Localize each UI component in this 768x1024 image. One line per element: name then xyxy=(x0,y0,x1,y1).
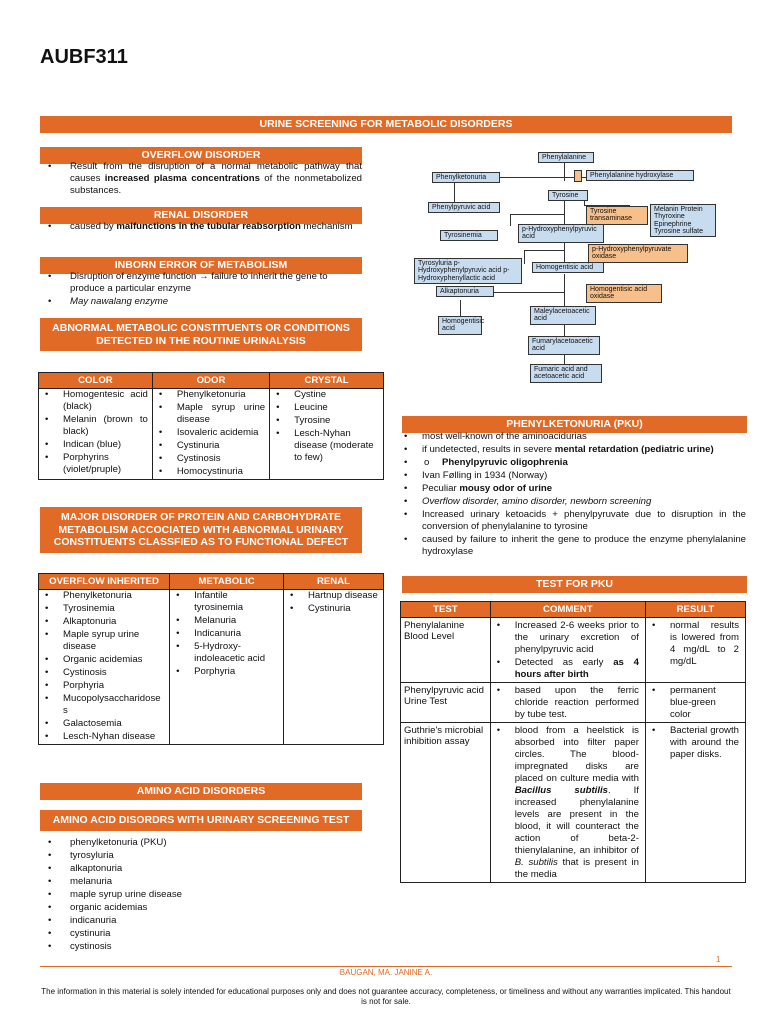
abnormal-title: ABNORMAL METABOLIC CONSTITUENTS OR CONDITIONS DETECTED IN THE ROUTINE URINALYSIS xyxy=(40,318,362,351)
list-item: • Cystinosis xyxy=(153,453,265,465)
renal-item: • caused by malfunctions in the tubular reabsorption mechanism xyxy=(40,221,362,233)
crystal-list xyxy=(270,389,383,464)
footer-disclaimer: The information in this material is solely intended for educational purposes only and does not guarantee accuracy, completeness, or timeliness and without any warranties implicated. This handout is not for sale. xyxy=(41,987,731,1006)
diagram-hga-oxidase: Homogentisic acid oxidase xyxy=(586,284,662,303)
diagram-p-hpp-oxidase: p-Hydroxyphenylpyruvate oxidase xyxy=(588,244,688,263)
footer-divider xyxy=(40,966,732,967)
list-item: • Melanin (brown to black) xyxy=(39,414,148,438)
diagram-phenylpyruvic: Phenylpyruvic acid xyxy=(428,202,500,213)
inborn-list xyxy=(40,271,362,309)
list-item: • Increased urinary ketoacids + phenylpyruvate due to disruption in the conversion of phenylalanine to tyrosine xyxy=(398,509,746,533)
diagram-homogentisic-2: Homogentisic acid xyxy=(438,316,482,335)
list-item: • Peculiar mousy odor of urine xyxy=(398,483,746,495)
list-item: • melanuria xyxy=(40,876,362,888)
list-item: • 5-Hydroxy-indoleacetic acid xyxy=(170,641,279,665)
test-pku-table xyxy=(400,601,746,883)
diagram-p-hppa: p-Hydroxyphenylpyruvic acid xyxy=(518,224,604,243)
diagram-phenylalanine: Phenylalanine xyxy=(538,152,594,163)
list-item: • Homocystinuria xyxy=(153,466,265,478)
footer-author: BAUGAN, MA. JANINE A. xyxy=(339,968,433,977)
test-name: Guthrie's microbial inhibition assay xyxy=(401,723,491,883)
list-item: • Porphyria xyxy=(170,666,279,678)
list-item: • Overflow disorder, amino disorder, newborn screening xyxy=(398,496,746,508)
diagram-fumaric: Fumaric acid and acetoacetic acid xyxy=(530,364,602,383)
list-item: • Organic acidemias xyxy=(39,654,165,666)
list-item: • maple syrup urine disease xyxy=(40,889,362,901)
list-item: • based upon the ferric chloride reaction performed by tube test. xyxy=(491,685,639,721)
list-item: • Infantile tyrosinemia xyxy=(170,590,279,614)
inborn-title: INBORN ERROR OF METABOLISM xyxy=(40,257,362,274)
amino-list xyxy=(40,837,362,954)
col-header: COMMENT xyxy=(490,602,645,618)
phenylalanine-pathway-diagram xyxy=(414,150,720,384)
overflow-inherited-list xyxy=(39,590,169,743)
list-item: • tyrosyluria xyxy=(40,850,362,862)
col-header: RENAL xyxy=(283,574,383,590)
metabolic-list xyxy=(170,590,283,678)
col-header: ODOR xyxy=(152,373,269,389)
table-row xyxy=(401,683,746,723)
list-item: • Homogentesic acid (black) xyxy=(39,389,148,413)
diagram-pku: Phenylketonuria xyxy=(432,172,500,183)
list-item: • Indicanuria xyxy=(170,628,279,640)
diagram-maleylacetoacetic: Maleylacetoacetic acid xyxy=(530,306,596,325)
list-item: • organic acidemias xyxy=(40,902,362,914)
list-item: • Cystinuria xyxy=(284,603,379,615)
list-item: • caused by failure to inherit the gene to produce the enzyme phenylalanine hydroxylase xyxy=(398,534,746,558)
list-item: • Bacterial growth with around the paper disks. xyxy=(646,725,739,761)
diagram-tyr-transaminase: Tyrosine transaminase xyxy=(586,206,648,225)
main-title: URINE SCREENING FOR METABOLIC DISORDERS xyxy=(40,116,732,133)
list-item: • Maple syrup urine disease xyxy=(153,402,265,426)
diagram-fumarylacetoacetic: Fumarylacetoacetic acid xyxy=(528,336,600,355)
test-name: Phenylalanine Blood Level xyxy=(401,618,491,683)
page-number: 1 xyxy=(716,955,721,964)
list-item: • blood from a heelstick is absorbed into filter paper circles. The blood-impregnated disks are placed on culture media with Bacillus subtilis. If increased phenylalanine levels are present in the blood, it will counteract the action of beta-2-thienylalanine, an inhibitor of B. subtilis that is present in the media xyxy=(491,725,639,881)
odor-list xyxy=(153,389,269,478)
major-table xyxy=(38,573,384,745)
renal-list xyxy=(284,590,383,615)
list-item: • if undetected, results in severe mental retardation (pediatric urine) xyxy=(398,444,746,456)
overflow-item: • Result from the disruption of a normal metabolic pathway that causes increased plasma concentrations of the nonmetabolized substances. xyxy=(40,161,362,197)
list-item: • cystinuria xyxy=(40,928,362,940)
list-item: • Cystinuria xyxy=(153,440,265,452)
amino-subtitle: AMINO ACID DISORDRS WITH URINARY SCREENING TEST xyxy=(40,810,362,831)
col-header: RESULT xyxy=(645,602,745,618)
list-item: • Galactosemia xyxy=(39,718,165,730)
list-item: • indicanuria xyxy=(40,915,362,927)
list-item: • Maple syrup urine disease xyxy=(39,629,165,653)
inborn-item: • Disruption of enzyme function → failure to inherit the gene to produce a particular enzyme xyxy=(40,271,362,295)
diagram-melanin-list: Melanin Protein Thyroxine Epinephrine Tyrosine sulfate xyxy=(650,204,716,237)
inborn-item: • May nawalang enzyme xyxy=(40,296,362,308)
list-item: • alkaptonuria xyxy=(40,863,362,875)
diagram-phe-hydroxylase: Phenylalanine hydroxylase xyxy=(586,170,694,181)
list-item: • Mucopolysaccharidoses xyxy=(39,693,165,717)
list-item: • Isovaleric acidemia xyxy=(153,427,265,439)
renal-title: RENAL DISORDER xyxy=(40,207,362,224)
diagram-alkaptonuria: Alkaptonuria xyxy=(436,286,494,297)
list-item: • Phenylketonuria xyxy=(153,389,265,401)
diagram-marker xyxy=(574,170,582,182)
list-item: • Alkaptonuria xyxy=(39,616,165,628)
list-item: • cystinosis xyxy=(40,941,362,953)
course-code: AUBF311 xyxy=(40,46,128,68)
list-item: • Lesch-Nyhan disease (moderate to few) xyxy=(270,428,379,464)
list-item: • Cystinosis xyxy=(39,667,165,679)
amino-title: AMINO ACID DISORDERS xyxy=(40,783,362,800)
list-subitem: • o Phenylpyruvic oligophrenia xyxy=(398,457,746,469)
list-item: • Porphyrins (violet/pruple) xyxy=(39,452,148,476)
list-item: • phenylketonuria (PKU) xyxy=(40,837,362,849)
pku-list xyxy=(398,431,746,559)
list-item: • Increased 2-6 weeks prior to the urinary excretion of phenylpyruvic acid xyxy=(491,620,639,656)
diagram-tyrosyluria: Tyrosyluria p-Hydroxyphenylpyruvic acid p-Hydroxyphenyllactic acid xyxy=(414,258,522,284)
table-row xyxy=(401,723,746,883)
list-item: • most well-known of the aminoacidurias xyxy=(398,431,746,443)
test-pku-title: TEST FOR PKU xyxy=(402,576,747,593)
col-header: METABOLIC xyxy=(170,574,284,590)
diagram-homogentisic: Homogentisic acid xyxy=(532,262,604,273)
list-item: • Cystine xyxy=(270,389,379,401)
abnormal-table xyxy=(38,372,384,480)
list-item: • permanent blue-green color xyxy=(646,685,739,721)
renal-list xyxy=(40,221,362,234)
list-item: • normal results is lowered from 4 mg/dL to 2 mg/dL xyxy=(646,620,739,668)
list-item: • Porphyria xyxy=(39,680,165,692)
table-row xyxy=(401,618,746,683)
test-name: Phenylpyruvic acid Urine Test xyxy=(401,683,491,723)
major-title: MAJOR DISORDER OF PROTEIN AND CARBOHYDRATE METABOLISM ACCOCIATED WITH ABNORMAL URINARY CONSTITUENTS CLASSFIED AS TO FUNCTIONAL DEFECT xyxy=(40,507,362,553)
list-item: • Lesch-Nyhan disease xyxy=(39,731,165,743)
color-list xyxy=(39,389,152,476)
overflow-list xyxy=(40,161,362,198)
diagram-tyrosinemia: Tyrosinemia xyxy=(440,230,498,241)
list-item: • Detected as early as 4 hours after birth xyxy=(491,657,639,681)
list-item: • Melanuria xyxy=(170,615,279,627)
col-header: COLOR xyxy=(39,373,153,389)
list-item: • Hartnup disease xyxy=(284,590,379,602)
pku-title: PHENYLKETONURIA (PKU) xyxy=(402,416,747,433)
list-item: • Indican (blue) xyxy=(39,439,148,451)
list-item: • Ivan Følling in 1934 (Norway) xyxy=(398,470,746,482)
col-header: TEST xyxy=(401,602,491,618)
overflow-title: OVERFLOW DISORDER xyxy=(40,147,362,164)
col-header: CRYSTAL xyxy=(270,373,384,389)
list-item: • Tyrosine xyxy=(270,415,379,427)
col-header: OVERFLOW INHERITED xyxy=(39,574,170,590)
list-item: • Tyrosinemia xyxy=(39,603,165,615)
list-item: • Leucine xyxy=(270,402,379,414)
diagram-tyrosine: Tyrosine xyxy=(548,190,588,201)
list-item: • Phenylketonuria xyxy=(39,590,165,602)
